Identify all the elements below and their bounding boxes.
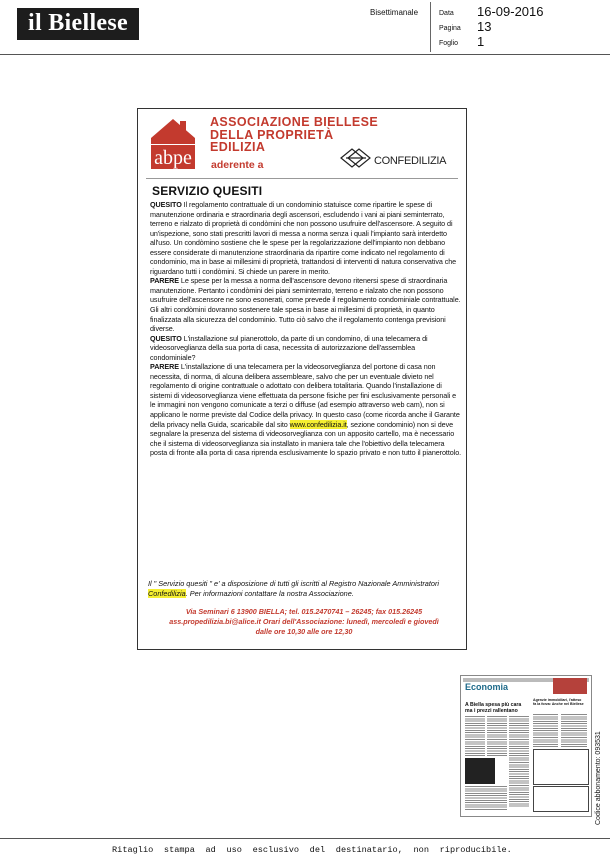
thumbnail-section: Economia (465, 682, 509, 692)
newspaper-logo: il Biellese (17, 8, 139, 40)
answer-1: PARERE Le spese per la messa a norma dell'ascensore devono ritenersi spese di straordinaria manutenzione. Pertanto i condòmini dei piani seminterrato, terreno e rialzato che non possono usufruire dell'ascensore ne sono esonerati, come prevede il regolamento condominiale contrattuale. Gli altri condòmini dovranno sostenere tale spesa in base ai millesimi di proprietà, in quanto finalizzata alla sicurezza del condominio. Tutto ciò salvo che il regolamento contenga previsioni diverse. (150, 276, 461, 334)
question-2: QUESITO L'installazione sul pianerottolo, da parte di un condomino, di una telecamera di videosorveglianza della sua porta di casa, necessita di autorizzazione dell'assemblea condominiale? (150, 333, 428, 362)
data-value: 16-09-2016 (477, 4, 544, 19)
thumbnail-headline: A Biella spesa più cara ma i prezzi rallentano (465, 702, 522, 714)
reproduction-notice: Ritaglio stampa ad uso esclusivo del destinatario, non riproducibile. (112, 845, 512, 855)
answer-2: PARERE L'installazione di una telecamera per la videosorveglianza del portone di casa non necessita, di norma, di alcuna delibera assembleare, salvo che per un eventuale divieto nel regolamento di origine contrattuale o adottato con delibera totalitaria. Quando l'installazione di sistemi di videosorveglianza viene effettuata da persone fisiche per fini esclusivamente personali e le immagini non vengono comunicate a terzi o diffuse (ad esempio attraverso web cam), non si applicano le norme previste dal Codice della privacy. In questo caso (come ricorda anche il Garante della privacy nella Guida, scaricabile dal sito www.confedilizia.it, sezione condominio) non si deve segnalare la presenza del sistema di videosorveglianza con un apposito cartello, ma è necessario che il sistema di videosorveglianza sia installato in maniera tale che l'obiettivo della telecamera posta di fronte alla porta di casa riprenda esclusivamente lo spazio privato e non tutto il pianerottolo. (150, 362, 462, 458)
abpe-logo-icon (147, 116, 199, 172)
question-1: QUESITO Il regolamento contrattuale di un condominio statuisce come ripartire le spese di manutenzione ordinaria e straordinaria degli ascensori, escludendo i vani ai piani seminterrato, terreno e rialzato di proprietà di condòmini che non possono usufruire dell'ascensore. A seguito di un'ispezione, sono stati prescritti lavori di messa a norma senza i quali l'impianto sarà interdetto all'uso. Un condòmino sostiene che le spese per la regolarizzazione dell'impianto non debbano essere considerate di manutenzione straordinaria da ripartire come indicato nel regolamento di condominio, ma in base ai millesimi di proprietà, trattandosi di interventi di natura conservativa che riguardano tutti i condòmini. Si chiede un parere in merito. (150, 200, 457, 276)
article-body (150, 200, 462, 458)
divider (146, 178, 458, 179)
section-title: SERVIZIO QUESITI (152, 184, 263, 198)
pagina-value: 13 (477, 19, 492, 34)
foglio-label: Foglio (439, 40, 459, 47)
confedilizia-text: CONFEDILIZIA (374, 155, 447, 167)
publication-type: Bisettimanale (370, 8, 419, 17)
foglio-value: 1 (477, 34, 485, 49)
association-name: ASSOCIAZIONE BIELLESE DELLA PROPRIETÀ EDILIZIA (210, 115, 379, 154)
clipping-header (0, 0, 610, 55)
association-contacts: Via Seminari 6 13900 BIELLA; tel. 015.2470741 – 26245; fax 015.26245 ass.propedilizia.bi@alice.it Orari dell'Associazione: lunedì, mercoledì e giovedì dalle ore 10,30 alle ore 12,30 (169, 607, 439, 636)
aderente-label: aderente a (211, 159, 264, 171)
thumbnail-headline-2: Agenzie immobiliari, l'atteso fa la forza: Anche nel Biellese (533, 698, 584, 707)
page-thumbnail (460, 675, 592, 817)
pagina-label: Pagina (439, 25, 461, 32)
service-note: Il " Servizio quesiti " e' a disposizione di tutti gli iscritti al Registro Nazionale Amministratori Confedilizia. Per informazioni contattare la nostra Associazione. (148, 579, 439, 598)
data-label: Data (439, 10, 454, 17)
confedilizia-link[interactable]: www.confedilizia.it (289, 419, 347, 429)
codice-abbonamento: Codice abbonamento: 093531 (595, 731, 602, 825)
article-clipping (137, 108, 467, 650)
meta-box (430, 2, 606, 52)
abpe-logo-text: abpe (154, 147, 192, 169)
